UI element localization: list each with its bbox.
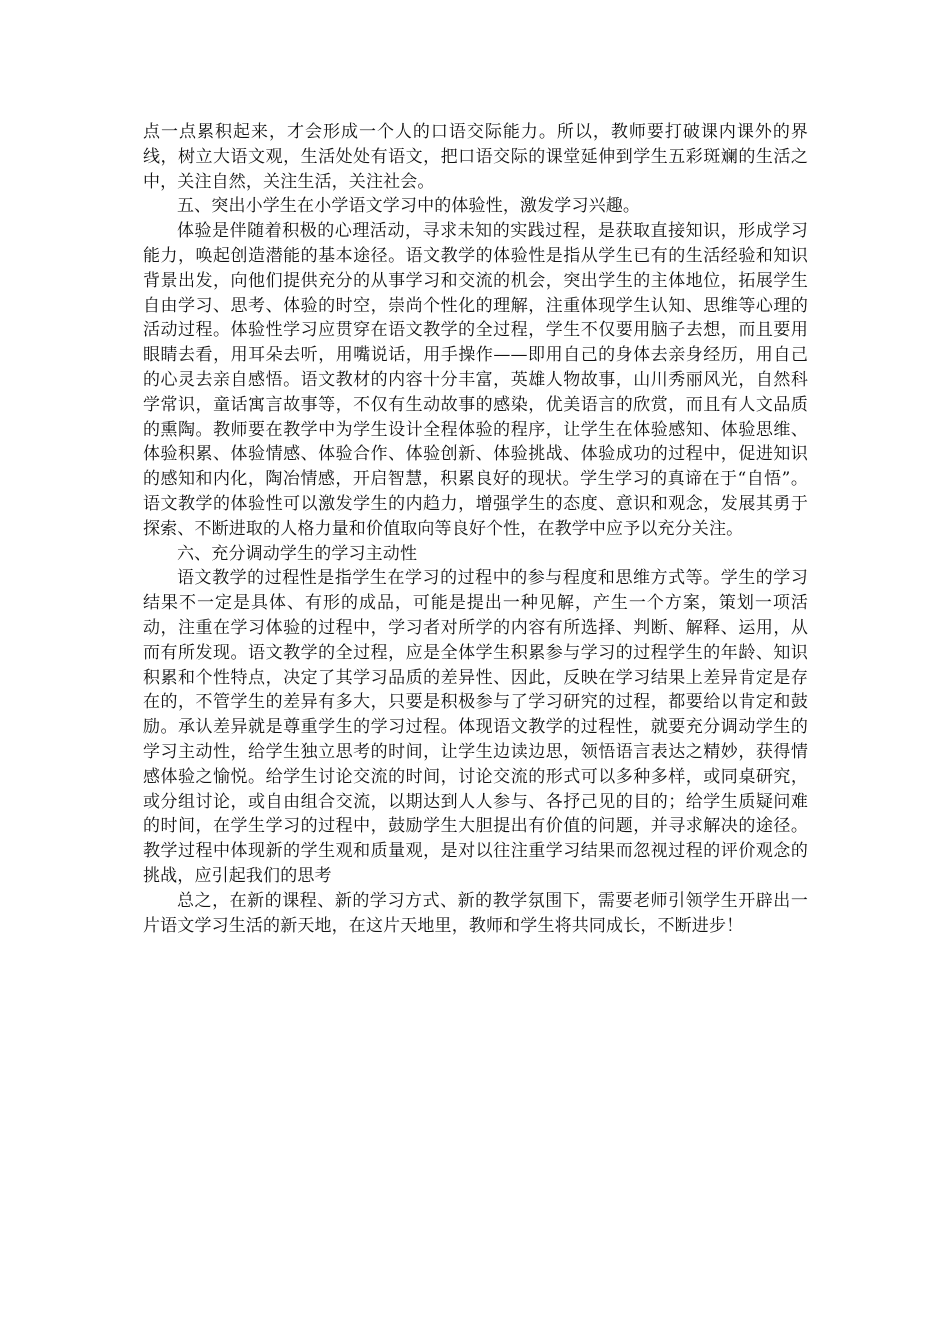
document-body xyxy=(143,120,808,938)
paragraph-process: 语文教学的过程性是指学生在学习的过程中的参与程度和思维方式等。学生的学习结果不一定是具体、有形的成品，可能是提出一种见解，产生一个方案，策划一项活动，注重在学习体验的过程中，学习者对所学的内容有所选择、判断、解释、运用，从而有所发现。语文教学的全过程，应是全体学生积累参与学习的过程学生的年龄、知识积累和个性特点，决定了其学习品质的差异性、因此，反映在学习结果上差异肯定是存在的，不管学生的差异有多大，只要是积极参与了学习研究的过程，都要给以肯定和鼓励。承认差异就是尊重学生的学习过程。体现语文教学的过程性，就要充分调动学生的学习主动性，给学生独立思考的时间，让学生边读边思，领悟语言表达之精妙，获得情感体验之愉悦。给学生讨论交流的时间，讨论交流的形式可以多种多样，或同桌研究，或分组讨论，或自由组合交流，以期达到人人参与、各抒己见的目的；给学生质疑问难的时间，在学生学习的过程中，鼓励学生大胆提出有价值的问题，并寻求解决的途径。教学过程中体现新的学生观和质量观，是对以往注重学习结果而忽视过程的评价观念的挑战，应引起我们的思考 xyxy=(143,568,808,886)
paragraph-experience: 体验是伴随着积极的心理活动，寻求未知的实践过程，是获取直接知识，形成学习能力，唤起创造潜能的基本途径。语文教学的体验性是指从学生已有的生活经验和知识背景出发，向他们提供充分的从事学习和交流的机会，突出学生的主体地位，拓展学生自由学习、思考、体验的时空，崇尚个性化的理解，注重体现学生认知、思维等心理的活动过程。体验性学习应贯穿在语文教学的全过程，学生不仅要用脑子去想，而且要用眼睛去看，用耳朵去听，用嘴说话，用手操作——即用自己的身体去亲身经历，用自己的心灵去亲自感悟。语文教材的内容十分丰富，英雄人物故事，山川秀丽风光，自然科学常识，童话寓言故事等，不仅有生动故事的感染，优美语言的欣赏，而且有人文品质的熏陶。教师要在教学中为学生设计全程体验的程序，让学生在体验感知、体验思维、体验积累、体验情感、体验合作、体验创新、体验挑战、体验成功的过程中，促进知识的感知和内化，陶冶情感，开启智慧，积累良好的现状。学生学习的真谛在于“自悟”。语文教学的体验性可以激发学生的内趋力，增强学生的态度、意识和观念，发展其勇于探索、不断进取的人格力量和价值取向等良好个性，在教学中应予以充分关注。 xyxy=(143,221,808,539)
section-heading-five: 五、突出小学生在小学语文学习中的体验性，激发学习兴趣。 xyxy=(177,196,641,217)
section-heading-six: 六、充分调动学生的学习主动性 xyxy=(177,543,418,564)
paragraph-conclusion: 总之，在新的课程、新的学习方式、新的教学氛围下，需要老师引领学生开辟出一片语文学习生活的新天地，在这片天地里，教师和学生将共同成长，不断进步！ xyxy=(143,890,808,936)
paragraph-continuation: 点一点累积起来，才会形成一个人的口语交际能力。所以，教师要打破课内课外的界线，树立大语文观，生活处处有语文，把口语交际的课堂延伸到学生五彩斑斓的生活之中，关注自然，关注生活，关注社会。 xyxy=(143,122,808,192)
